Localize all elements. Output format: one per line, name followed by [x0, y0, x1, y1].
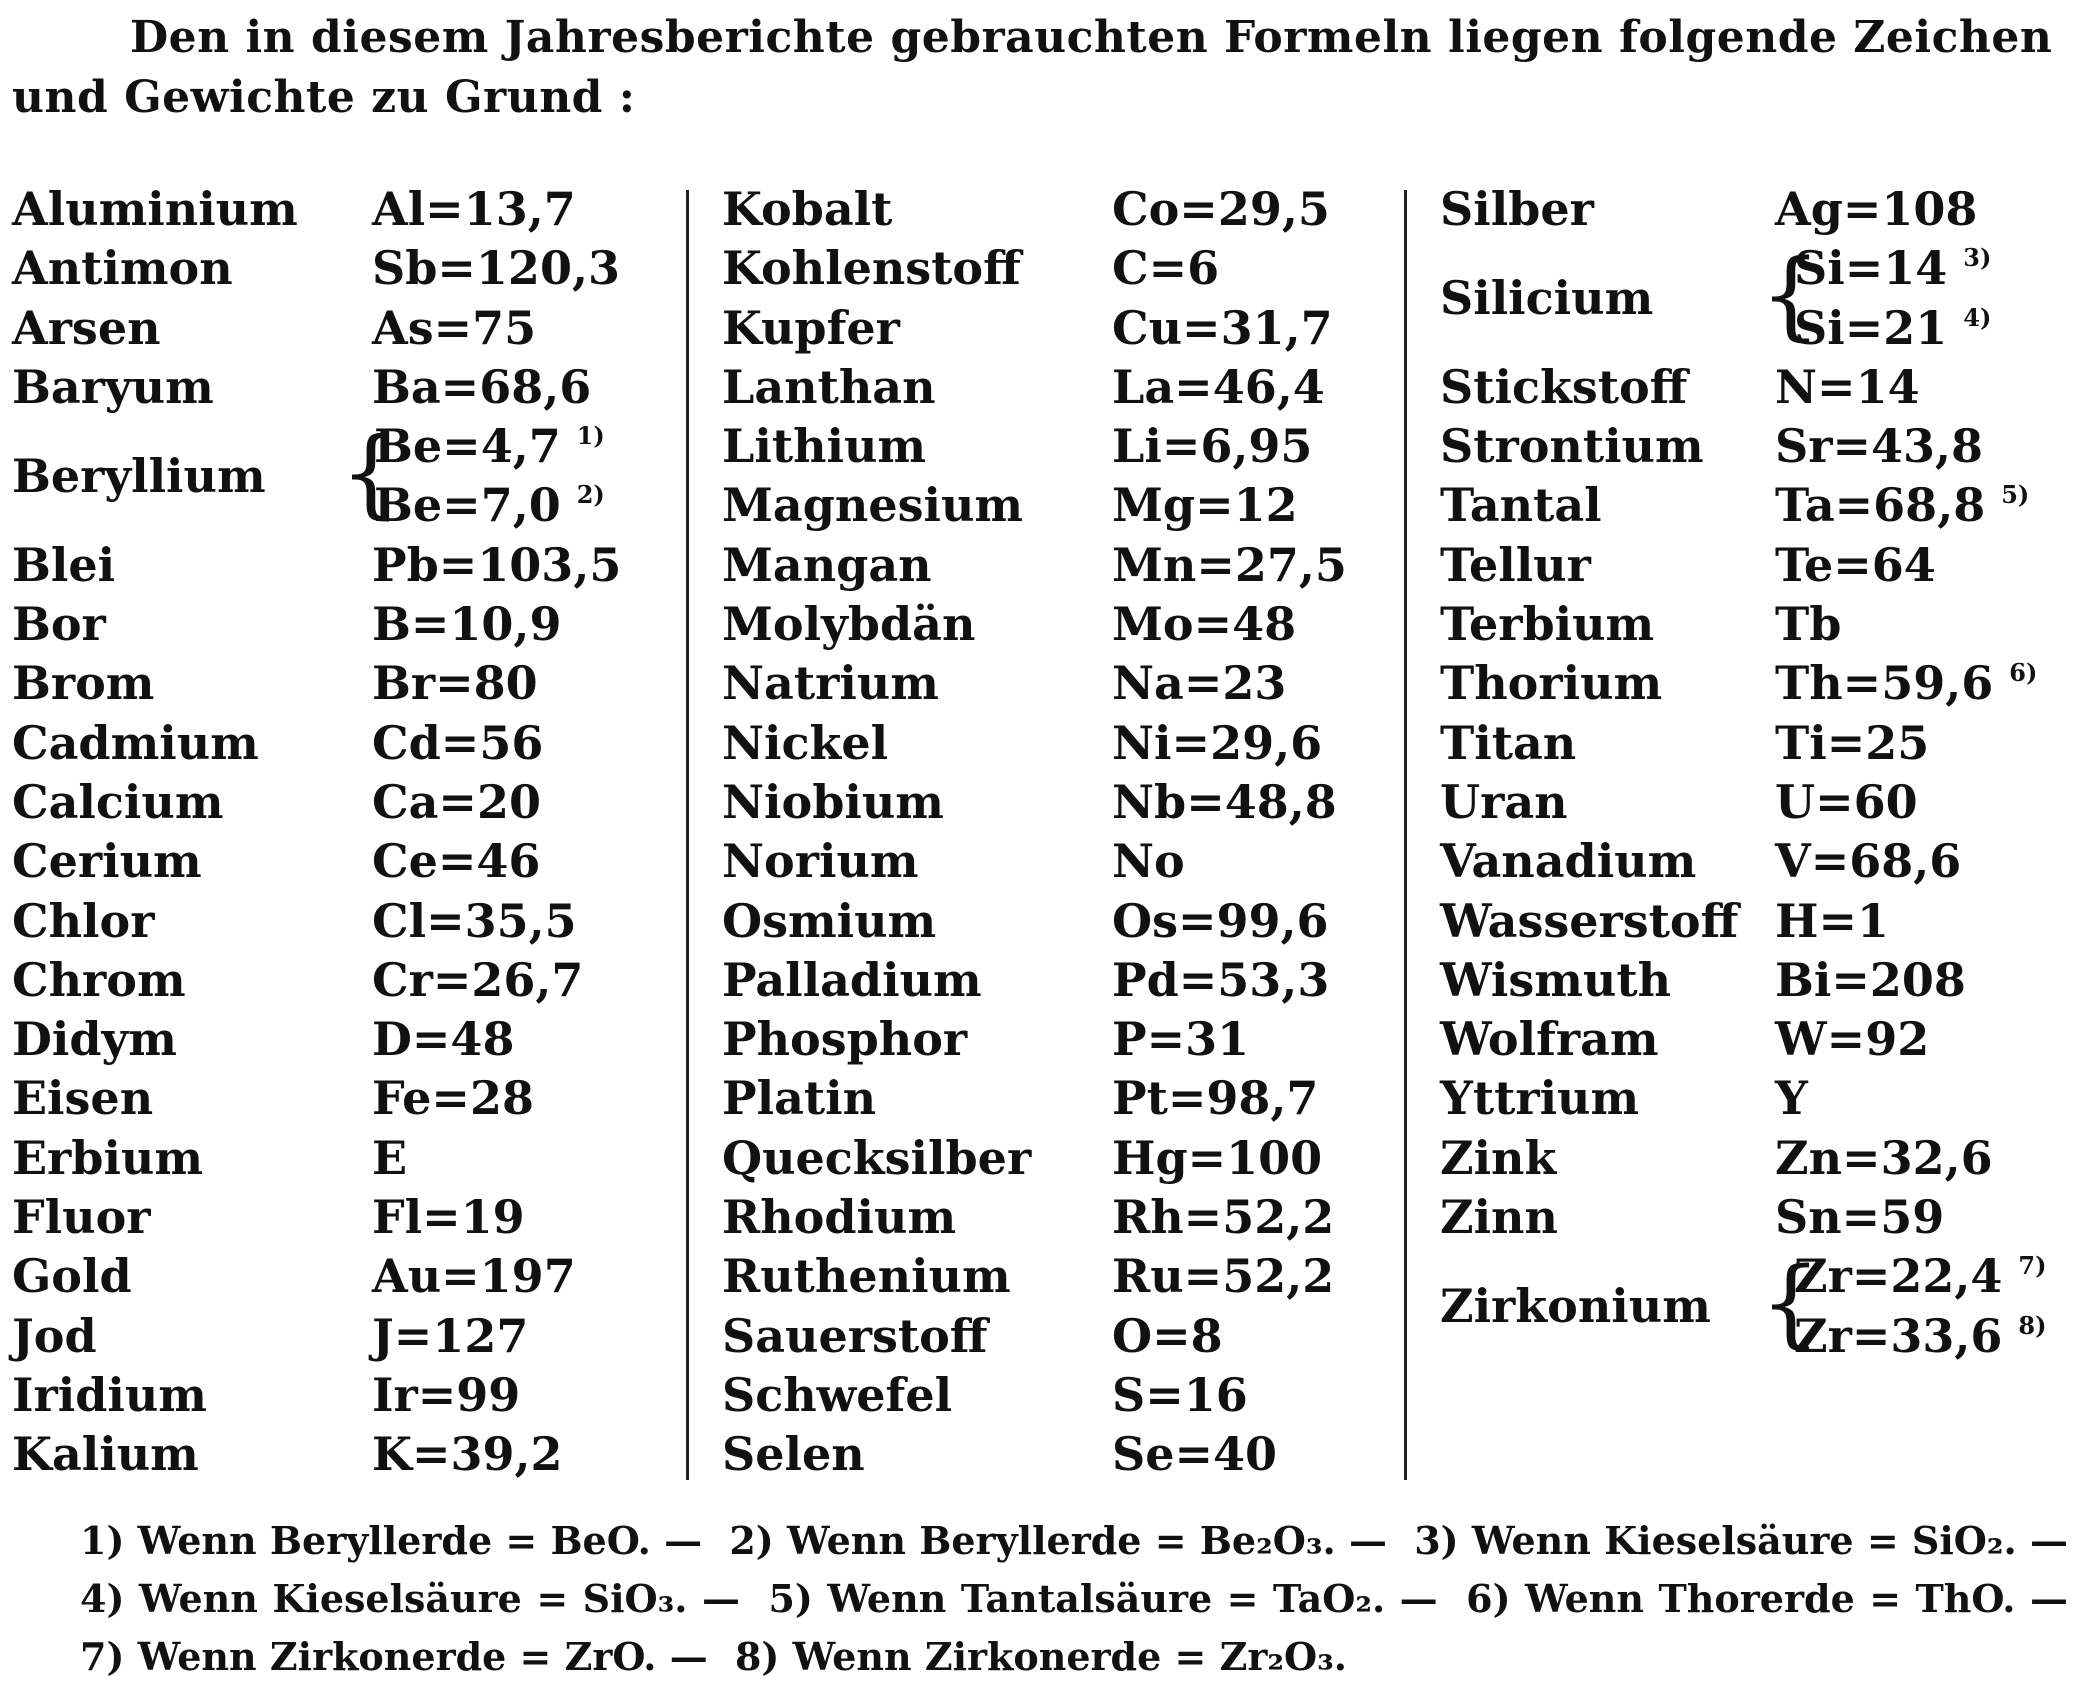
element-row: [722, 476, 1402, 535]
element-weight: Ag=108: [1775, 182, 1978, 236]
element-weight: U=60: [1775, 774, 1918, 829]
element-row: [1440, 1129, 2090, 1188]
element-name: Phosphor: [722, 1012, 968, 1067]
element-row: [722, 1307, 1402, 1366]
element-weight: Cl=35,5: [372, 893, 577, 948]
element-name: Brom: [12, 656, 155, 711]
element-weight: V=68,6: [1775, 834, 1962, 889]
element-name: Bor: [12, 597, 106, 652]
element-name: Iridium: [12, 1367, 207, 1422]
element-weight: Ce=46: [372, 834, 541, 889]
element-weight: E: [372, 1130, 408, 1185]
footnote-text: 5) Wenn Tantalsäure = TaO₂. —: [768, 1576, 1438, 1621]
element-row: [1440, 476, 2090, 535]
element-name: Kalium: [12, 1427, 199, 1482]
intro-line-1: Den in diesem Jahresberichte gebrauchten Formeln liegen folgende Zeichen: [130, 12, 2053, 63]
element-weight: Bi=208: [1775, 952, 1966, 1007]
element-weight: S=16: [1112, 1367, 1248, 1422]
element-weight: Ca=20: [372, 774, 541, 829]
element-weight: Be=4,7 $^{1)}$: [374, 419, 605, 474]
element-weight: Sb=120,3: [372, 241, 620, 296]
element-weight: Li=6,95: [1112, 419, 1313, 474]
element-name: Gold: [12, 1249, 132, 1304]
element-weight: Pt=98,7: [1112, 1071, 1319, 1126]
element-row: [1440, 239, 2090, 358]
element-weight: J=127: [372, 1308, 529, 1363]
element-row: [1440, 1188, 2090, 1247]
element-row: [12, 1307, 682, 1366]
element-weight: O=8: [1112, 1308, 1223, 1363]
element-name: Terbium: [1440, 597, 1655, 652]
element-name: Calcium: [12, 774, 224, 829]
element-name: Niobium: [722, 774, 944, 829]
column-divider-2: [1404, 190, 1407, 1480]
intro-text: [12, 8, 2082, 128]
element-name: Schwefel: [722, 1367, 953, 1422]
element-name: Palladium: [722, 952, 982, 1007]
element-row: [12, 654, 682, 713]
element-row: [12, 358, 682, 417]
element-row: [12, 1188, 682, 1247]
element-row: [12, 1069, 682, 1128]
element-name: Tellur: [1440, 537, 1591, 592]
element-row: [1440, 654, 2090, 713]
element-name: Platin: [722, 1071, 877, 1126]
footnote-text: 4) Wenn Kieselsäure = SiO₃. —: [80, 1576, 740, 1621]
element-name: Uran: [1440, 774, 1568, 829]
element-name: Arsen: [12, 300, 161, 355]
footnote-text: 2) Wenn Beryllerde = Be₂O₃. —: [729, 1518, 1387, 1563]
element-weight: Ta=68,8 $^{5)}$: [1775, 478, 2030, 533]
element-name: Zinn: [1440, 1190, 1558, 1245]
element-row: [722, 1069, 1402, 1128]
element-weight: Ti=25: [1775, 715, 1930, 770]
footnote-marker: 6): [2009, 658, 2038, 688]
element-row: [1440, 180, 2090, 239]
element-name: Rhodium: [722, 1190, 957, 1245]
element-row: [1440, 951, 2090, 1010]
element-weight: Pb=103,5: [372, 537, 622, 592]
element-row: [722, 714, 1402, 773]
element-row: [1440, 595, 2090, 654]
element-row: [12, 417, 682, 536]
element-name: Ruthenium: [722, 1249, 1011, 1304]
element-name: Sauerstoff: [722, 1308, 988, 1363]
element-row: [722, 595, 1402, 654]
element-row: [722, 1129, 1402, 1188]
element-row: [12, 1129, 682, 1188]
element-weight: Zr=33,6 $^{8)}$: [1794, 1308, 2047, 1363]
element-name: Beryllium: [12, 449, 266, 504]
element-row: [722, 892, 1402, 951]
element-name: Lithium: [722, 419, 927, 474]
element-name: Natrium: [722, 656, 939, 711]
element-weight: Ni=29,6: [1112, 715, 1323, 770]
element-name: Fluor: [12, 1190, 151, 1245]
element-row: [12, 239, 682, 298]
brace-symbol: {: [340, 417, 402, 530]
footnote-marker: 1): [576, 421, 605, 451]
element-weight: K=39,2: [372, 1427, 563, 1482]
element-name: Titan: [1440, 715, 1577, 770]
brace-symbol: {: [1760, 1247, 1822, 1360]
element-weight: Rh=52,2: [1112, 1190, 1335, 1245]
element-name: Tantal: [1440, 478, 1602, 533]
element-row: [12, 714, 682, 773]
element-row: [12, 1366, 682, 1425]
element-name: Selen: [722, 1427, 865, 1482]
element-row: [722, 1010, 1402, 1069]
element-weight: N=14: [1775, 359, 1920, 414]
element-row: [1440, 714, 2090, 773]
element-name: Mangan: [722, 537, 932, 592]
element-weight: Fe=28: [372, 1071, 534, 1126]
element-name: Kupfer: [722, 300, 900, 355]
element-weight: Cu=31,7: [1112, 300, 1333, 355]
element-name: Yttrium: [1440, 1071, 1640, 1126]
element-weight: Ir=99: [372, 1367, 521, 1422]
column-1: [12, 180, 682, 1485]
element-row: [722, 358, 1402, 417]
footnotes: [12, 1512, 2082, 1686]
element-weight: H=1: [1775, 893, 1890, 948]
element-row: [722, 536, 1402, 595]
footnote-marker: 5): [2001, 480, 2030, 510]
element-weight: Si=21 $^{4)}$: [1794, 300, 1992, 355]
element-name: Eisen: [12, 1071, 154, 1126]
element-weight: Au=197: [372, 1249, 576, 1304]
element-weight: Mn=27,5: [1112, 537, 1347, 592]
element-weight: As=75: [372, 300, 537, 355]
element-weight: Co=29,5: [1112, 182, 1330, 236]
element-weight: Mg=12: [1112, 478, 1298, 533]
element-weight: Sn=59: [1775, 1190, 1945, 1245]
element-weight: W=92: [1775, 1012, 1930, 1067]
element-name: Strontium: [1440, 419, 1704, 474]
element-name: Molybdän: [722, 597, 976, 652]
element-row: [722, 1366, 1402, 1425]
element-row: [722, 299, 1402, 358]
element-row: [12, 595, 682, 654]
footnote-text: 6) Wenn Thorerde = ThO. —: [1466, 1576, 2069, 1621]
element-name: Erbium: [12, 1130, 204, 1185]
element-name: Stickstoff: [1440, 359, 1688, 414]
element-name: Blei: [12, 537, 116, 592]
element-name: Wismuth: [1440, 952, 1672, 1007]
footnote-text: 8) Wenn Zirkonerde = Zr₂O₃.: [734, 1634, 1347, 1679]
element-name: Antimon: [12, 241, 233, 296]
element-weight: Na=23: [1112, 656, 1287, 711]
element-weight: Ba=68,6: [372, 359, 592, 414]
element-name: Aluminium: [12, 182, 298, 236]
element-row: [722, 1188, 1402, 1247]
element-weight: Be=7,0 $^{2)}$: [374, 478, 605, 533]
element-name: Wolfram: [1440, 1012, 1659, 1067]
element-row: [722, 239, 1402, 298]
element-row: [12, 773, 682, 832]
element-name: Silber: [1440, 182, 1594, 236]
brace-symbol: {: [1760, 239, 1822, 352]
column-divider-1: [686, 190, 689, 1480]
element-weight: Fl=19: [372, 1190, 525, 1245]
element-name: Jod: [12, 1308, 97, 1363]
footnote-text: 3) Wenn Kieselsäure = SiO₂. —: [1414, 1518, 2069, 1563]
column-2: [722, 180, 1402, 1485]
element-weight: Si=14 $^{3)}$: [1794, 241, 1992, 296]
element-row: [722, 1247, 1402, 1306]
element-name: Wasserstoff: [1440, 893, 1739, 948]
element-name: Norium: [722, 834, 919, 889]
element-weight: Th=59,6 $^{6)}$: [1775, 656, 2038, 711]
element-row: [722, 180, 1402, 239]
element-name: Thorium: [1440, 656, 1663, 711]
element-weight: Sr=43,8: [1775, 419, 1984, 474]
element-name: Nickel: [722, 715, 889, 770]
element-row: [722, 832, 1402, 891]
element-name: Kohlenstoff: [722, 241, 1021, 296]
element-row: [1440, 773, 2090, 832]
element-row: [12, 892, 682, 951]
element-weight: Zr=22,4 $^{7)}$: [1794, 1249, 2047, 1304]
element-row: [12, 536, 682, 595]
element-weight: Hg=100: [1112, 1130, 1323, 1185]
element-name: Cadmium: [12, 715, 259, 770]
element-weight: Te=64: [1775, 537, 1936, 592]
element-name: Silicium: [1440, 271, 1654, 326]
element-row: [1440, 536, 2090, 595]
element-row: [1440, 1010, 2090, 1069]
element-weight: B=10,9: [372, 597, 562, 652]
element-row: [12, 1425, 682, 1484]
element-name: Didym: [12, 1012, 177, 1067]
footnote-marker: 8): [2018, 1310, 2047, 1340]
element-row: [12, 951, 682, 1010]
element-name: Chrom: [12, 952, 186, 1007]
element-weight: Mo=48: [1112, 597, 1297, 652]
element-name: Cerium: [12, 834, 202, 889]
element-row: [12, 832, 682, 891]
element-weight: La=46,4: [1112, 359, 1325, 414]
element-row: [722, 1425, 1402, 1484]
element-row: [1440, 832, 2090, 891]
element-weight: P=31: [1112, 1012, 1250, 1067]
element-row: [1440, 358, 2090, 417]
element-weight: Ru=52,2: [1112, 1249, 1335, 1304]
element-weight: Y: [1775, 1071, 1808, 1126]
element-weight: Pd=53,3: [1112, 952, 1330, 1007]
element-row: [12, 180, 682, 239]
element-weight: Br=80: [372, 656, 538, 711]
element-weight: Cd=56: [372, 715, 544, 770]
element-name: Chlor: [12, 893, 155, 948]
element-row: [722, 951, 1402, 1010]
element-weight: Nb=48,8: [1112, 774, 1337, 829]
element-row: [722, 654, 1402, 713]
element-name: Zink: [1440, 1130, 1557, 1185]
element-row: [1440, 892, 2090, 951]
footnote-marker: 7): [2018, 1251, 2047, 1281]
element-name: Vanadium: [1440, 834, 1697, 889]
element-name: Kobalt: [722, 182, 893, 236]
element-row: [12, 1010, 682, 1069]
element-weight: Tb: [1775, 597, 1842, 652]
element-weight: Cr=26,7: [372, 952, 584, 1007]
element-row: [722, 773, 1402, 832]
element-weight: Os=99,6: [1112, 893, 1329, 948]
element-weight: Se=40: [1112, 1427, 1278, 1482]
element-weight: No: [1112, 834, 1185, 889]
element-row: [1440, 1247, 2090, 1366]
element-row: [12, 299, 682, 358]
element-weight: Al=13,7: [372, 182, 576, 236]
element-name: Magnesium: [722, 478, 1024, 533]
element-row: [1440, 1069, 2090, 1128]
element-name: Zirkonium: [1440, 1279, 1711, 1334]
footnote-marker: 2): [576, 480, 605, 510]
intro-line-2: und Gewichte zu Grund :: [12, 72, 636, 123]
column-3: [1440, 180, 2090, 1366]
element-weight: D=48: [372, 1012, 515, 1067]
element-name: Quecksilber: [722, 1130, 1032, 1185]
footnote-text: 1) Wenn Beryllerde = BeO. —: [80, 1518, 703, 1563]
element-weight: C=6: [1112, 241, 1220, 296]
element-row: [1440, 417, 2090, 476]
element-name: Lanthan: [722, 359, 936, 414]
element-name: Baryum: [12, 359, 214, 414]
element-weight: Zn=32,6: [1775, 1130, 1993, 1185]
element-name: Osmium: [722, 893, 937, 948]
footnote-marker: 4): [1963, 302, 1992, 332]
element-row: [12, 1247, 682, 1306]
footnote-marker: 3): [1963, 243, 1992, 273]
element-row: [722, 417, 1402, 476]
footnote-text: 7) Wenn Zirkonerde = ZrO. —: [80, 1634, 708, 1679]
